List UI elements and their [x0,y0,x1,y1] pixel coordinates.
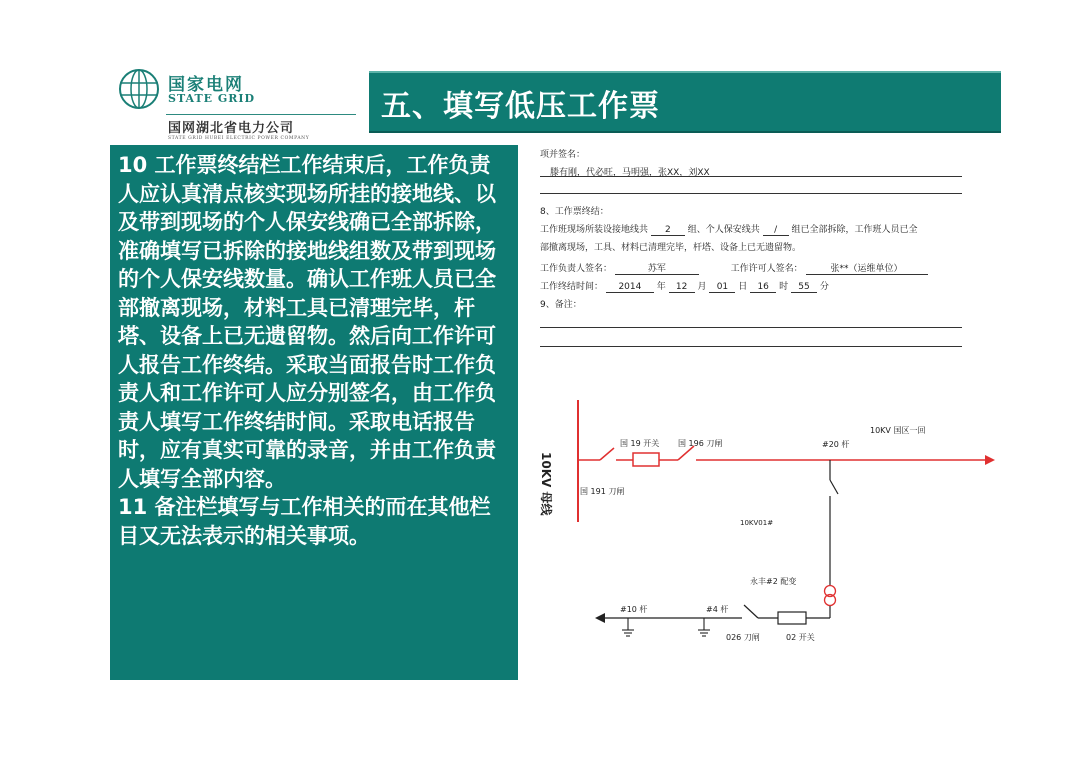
permit-label: 工作许可人签名： [730,264,803,274]
branch-knife-blade [830,480,838,494]
knife-196-blade [678,446,694,460]
day-unit: 日 [738,282,748,292]
switch-02-label: 02 开关 [786,633,815,642]
wiring-diagram [530,390,1000,655]
end-hour: 16 [750,282,776,293]
logo-name-en: STATE GRID [168,92,256,105]
explanation-panel [110,145,518,680]
state-grid-logo [114,64,364,144]
ground-text-a: 工作班现场所装设接地线共 [540,225,649,235]
knife-191-label: 国 191 刀闸 [580,487,625,496]
title-bar [369,71,1001,133]
form-rule [540,193,962,194]
sign-label: 项并签名： [540,150,586,160]
explanation-para-10: 10 工作票终结栏工作结束后，工作负责人应认真清点核实现场所挂的接地线、以及带到现场的个人保安线确已全部拆除，准确填写已拆除的接地线组数及带到现场的个人保安线数量。确认工作班人员已全部撤离现场，材料工具已清理完毕，杆塔、设备上已无遗留物。然后向工作许可人报告工作终结。采取当面报告时工作负责人和工作许可人应分别签名，由工作负责人填写工作终结时间。采取电话报告时，应有真实可靠的录音，并由工作负责人填写全部内容。 [118,153,496,491]
form-rule [540,346,962,347]
section-9-label: 9、备注： [540,300,582,310]
logo-company-cn: 国网湖北省电力公司 [168,121,295,136]
end-month: 12 [669,282,695,293]
ground-wire-count: 2 [651,225,685,236]
leader-name: 苏军 [615,261,699,275]
ground-icon [622,618,634,636]
end-day: 01 [709,282,735,293]
logo-name-cn: 国家电网 [168,75,244,95]
clear-line: 部撤离现场，工具、材料已清理完毕，杆塔、设备上已无遗留物。 [540,243,802,253]
hour-unit: 时 [779,282,789,292]
signature-line [540,261,928,275]
ground-icon [698,618,710,636]
form-rule [540,327,962,328]
permit-name: 张**（运维单位） [806,261,928,275]
logo-company-en: STATE GRID HUBEI ELECTRIC POWER COMPANY [168,136,310,141]
transformer-label: 永丰#2 配变 [750,577,797,586]
pole-20-label: #20 杆 [822,440,850,449]
year-unit: 年 [656,282,666,292]
ground-wire-line [540,222,918,236]
month-unit: 月 [697,282,707,292]
arrow-left-icon [595,613,605,623]
switch-02-symbol [778,612,806,624]
knife-026-label: 026 刀闸 [726,633,760,642]
end-year: 2014 [606,282,654,293]
pole-4-label: #4 杆 [706,605,729,614]
busbar-label: 10KV 母线 [539,452,553,516]
switch-19-label: 国 19 开关 [620,439,660,448]
time-label: 工作终结时间： [540,282,604,292]
ground-text-b: 组、个人保安线共 [687,225,760,235]
sign-names: 滕有刚，代必旺，马明强，张XX，刘XX [550,168,710,178]
minute-unit: 分 [819,282,829,292]
knife-191-blade [600,448,614,460]
page-title: 五、填写低压工作票 [381,89,660,124]
end-minute: 55 [791,282,817,293]
knife-196-label: 国 196 刀闸 [678,439,723,448]
logo-divider [166,114,356,115]
ground-text-c: 组已全部拆除，工作班人员已全 [791,225,918,235]
pole-10-label: #10 杆 [620,605,648,614]
form-rule [540,176,962,177]
arrow-right-icon [985,455,995,465]
line-code-label: 10KV01# [740,519,774,527]
end-time-line [540,279,829,293]
switch-19-symbol [633,453,659,466]
work-ticket-form [540,145,965,355]
leader-label: 工作负责人签名： [540,264,613,274]
safety-wire-count: / [763,225,789,236]
state-grid-emblem-icon [118,68,160,110]
line-name-label: 10KV 国区一回 [870,426,926,435]
section-8-label: 8、工作票终结： [540,207,609,217]
knife-026-blade [744,605,758,618]
explanation-para-11: 11 备注栏填写与工作相关的而在其他栏目又无法表示的相关事项。 [118,495,491,548]
